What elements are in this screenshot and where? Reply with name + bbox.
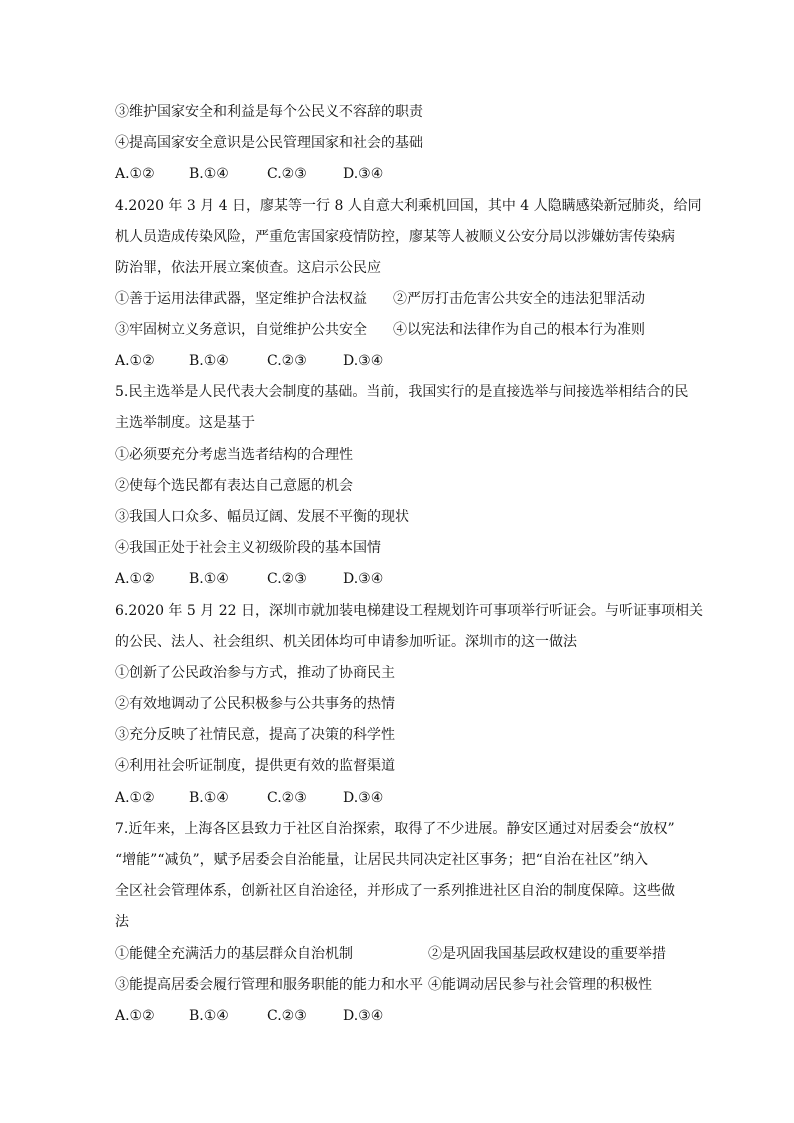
q7-stem-line-2: “增能”“减负”，赋予居委会自治能量，让居民共同决定社区事务；把“自治在社区”纳入 (115, 852, 648, 868)
q7-statement-4: ④能调动居民参与社会管理的积极性 (428, 977, 652, 993)
q5-option-c: C.②③ (267, 571, 307, 587)
q7-statement-3: ③能提高居委会履行管理和服务职能的能力和水平 (115, 977, 423, 993)
q5-statement-3: ③我国人口众多、幅员辽阔、发展不平衡的现状 (115, 509, 409, 525)
q6-statement-4: ④利用社会听证制度，提供更有效的监督渠道 (115, 758, 395, 774)
q7-stem-line-4: 法 (115, 914, 129, 930)
q5-option-b: B.①④ (189, 571, 229, 587)
q6-stem-line-1: 6.2020 年 5 月 22 日，深圳市就加装电梯建设工程规划许可事项举行听证会。与听证事项相关 (115, 603, 703, 619)
q4-statement-2: ②严厉打击危害公共安全的违法犯罪活动 (393, 291, 645, 307)
q3-option-b: B.①④ (189, 166, 229, 182)
q3-statement-3: ③维护国家安全和利益是每个公民义不容辞的职责 (115, 104, 423, 120)
q4-statement-4: ④以宪法和法律作为自己的根本行为准则 (393, 322, 645, 338)
q7-options (115, 1007, 403, 1025)
q3-options (115, 165, 403, 183)
q6-statement-2: ②有效地调动了公民积极参与公共事务的热情 (115, 696, 395, 712)
q5-options (115, 570, 403, 588)
q4-statement-1: ①善于运用法律武器，坚定维护合法权益 (115, 291, 367, 307)
q3-statement-4: ④提高国家安全意识是公民管理国家和社会的基础 (115, 135, 423, 151)
q7-option-a: A.①② (115, 1008, 155, 1024)
q3-option-a: A.①② (115, 166, 155, 182)
q7-option-d: D.③④ (343, 1008, 384, 1024)
q6-options (115, 789, 403, 807)
q7-option-b: B.①④ (189, 1008, 229, 1024)
q4-statement-3: ③牢固树立义务意识，自觉维护公共安全 (115, 322, 367, 338)
q5-option-d: D.③④ (343, 571, 384, 587)
q5-stem-line-2: 主选举制度。这是基于 (115, 415, 255, 431)
q5-stem-line-1: 5.民主选举是人民代表大会制度的基础。当前，我国实行的是直接选举与间接选举相结合的民 (115, 384, 689, 400)
q7-stem-line-1: 7.近年来，上海各区县致力于社区自治探索，取得了不少进展。静安区通过对居委会“放权” (115, 821, 675, 837)
q5-option-a: A.①② (115, 571, 155, 587)
q7-option-c: C.②③ (267, 1008, 307, 1024)
q4-stem-line-2: 机人员造成传染风险，严重危害国家疫情防控，廖某等人被顺义公安分局以涉嫌妨害传染病 (115, 229, 675, 245)
q4-stem-line-3: 防治罪，依法开展立案侦查。这启示公民应 (115, 260, 381, 276)
q5-statement-2: ②使每个选民都有表达自己意愿的机会 (115, 478, 353, 494)
q4-option-d: D.③④ (343, 353, 384, 369)
q7-stem-line-3: 全区社会管理体系，创新社区自治途径，并形成了一系列推进社区自治的制度保障。这些做 (115, 883, 675, 899)
q6-statement-3: ③充分反映了社情民意，提高了决策的科学性 (115, 727, 395, 743)
q4-stem-line-1: 4.2020 年 3 月 4 日，廖某等一行 8 人自意大利乘机回国，其中 4 人隐瞒感染新冠肺炎，给同 (115, 198, 702, 214)
q7-statement-2: ②是巩固我国基层政权建设的重要举措 (428, 946, 666, 962)
q3-option-d: D.③④ (343, 166, 384, 182)
q4-option-a: A.①② (115, 353, 155, 369)
q4-option-c: C.②③ (267, 353, 307, 369)
q5-statement-4: ④我国正处于社会主义初级阶段的基本国情 (115, 540, 381, 556)
q6-option-d: D.③④ (343, 790, 384, 806)
q7-statement-1: ①能健全充满活力的基层群众自治机制 (115, 946, 353, 962)
q4-options (115, 352, 403, 370)
q3-option-c: C.②③ (267, 166, 307, 182)
q6-option-c: C.②③ (267, 790, 307, 806)
q5-statement-1: ①必须要充分考虑当选者结构的合理性 (115, 447, 353, 463)
q6-statement-1: ①创新了公民政治参与方式，推动了协商民主 (115, 665, 395, 681)
q4-option-b: B.①④ (189, 353, 229, 369)
q6-option-a: A.①② (115, 790, 155, 806)
q6-option-b: B.①④ (189, 790, 229, 806)
q6-stem-line-2: 的公民、法人、社会组织、机关团体均可申请参加听证。深圳市的这一做法 (115, 634, 577, 650)
